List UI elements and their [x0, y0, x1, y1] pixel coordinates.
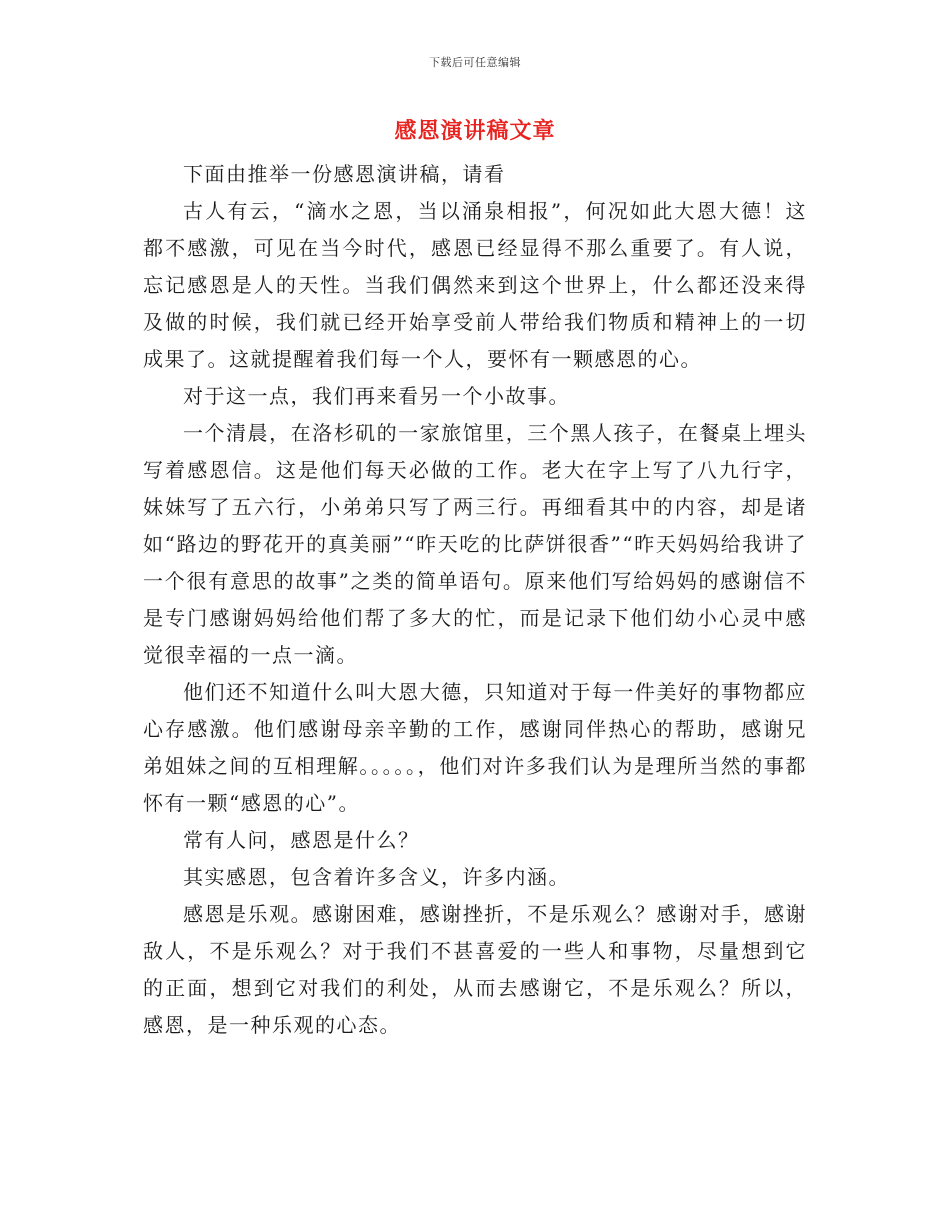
paragraph: 其实感恩，包含着许多含义，许多内涵。 — [183, 865, 570, 889]
paragraph: 一个清晨，在洛杉矶的一家旅馆里，三个黑人孩子，在餐桌上埋头写着感恩信。这是他们每天必做的工作。老大在字上写了八九行字，妹妹写了五六行，小弟弟只写了两三行。再细看其中的内容，却是诸如“路边的野花开的真美丽”“昨天吃的比萨饼很香”“昨天妈妈给我讲了一个很有意思的故事”之类的简单语句。原来他们写给妈妈的感谢信不是专门感谢妈妈给他们帮了多大的忙，而是记录下他们幼小心灵中感觉很幸福的一点一滴。 — [143, 421, 807, 667]
paragraph: 下面由推举一份感恩演讲稿，请看 — [183, 162, 506, 186]
document-body — [143, 156, 807, 1044]
paragraph: 他们还不知道什么叫大恩大德，只知道对于每一件美好的事物都应心存感激。他们感谢母亲辛勤的工作，感谢同伴热心的帮助，感谢兄弟姐妹之间的互相理解。。。。。，他们对许多我们认为是理所当然的事都怀有一颗“感恩的心”。 — [143, 680, 807, 815]
header-note: 下载后可任意编辑 — [429, 56, 521, 69]
document-title: 感恩演讲稿文章 — [394, 118, 556, 144]
paragraph: 常有人问，感恩是什么？ — [183, 828, 420, 852]
paragraph: 感恩是乐观。感谢困难，感谢挫折，不是乐观么？感谢对手，感谢敌人，不是乐观么？对于我们不甚喜爱的一些人和事物，尽量想到它的正面，想到它对我们的利处，从而去感谢它，不是乐观么？所以，感恩，是一种乐观的心态。 — [143, 902, 807, 1037]
paragraph: 古人有云，“滴水之恩，当以涌泉相报”，何况如此大恩大德！这都不感激，可见在当今时代，感恩已经显得不那么重要了。有人说，忘记感恩是人的天性。当我们偶然来到这个世界上，什么都还没来得及做的时候，我们就已经开始享受前人带给我们物质和精神上的一切成果了。这就提醒着我们每一个人，要怀有一颗感恩的心。 — [143, 199, 807, 371]
paragraph: 对于这一点，我们再来看另一个小故事。 — [183, 384, 570, 408]
